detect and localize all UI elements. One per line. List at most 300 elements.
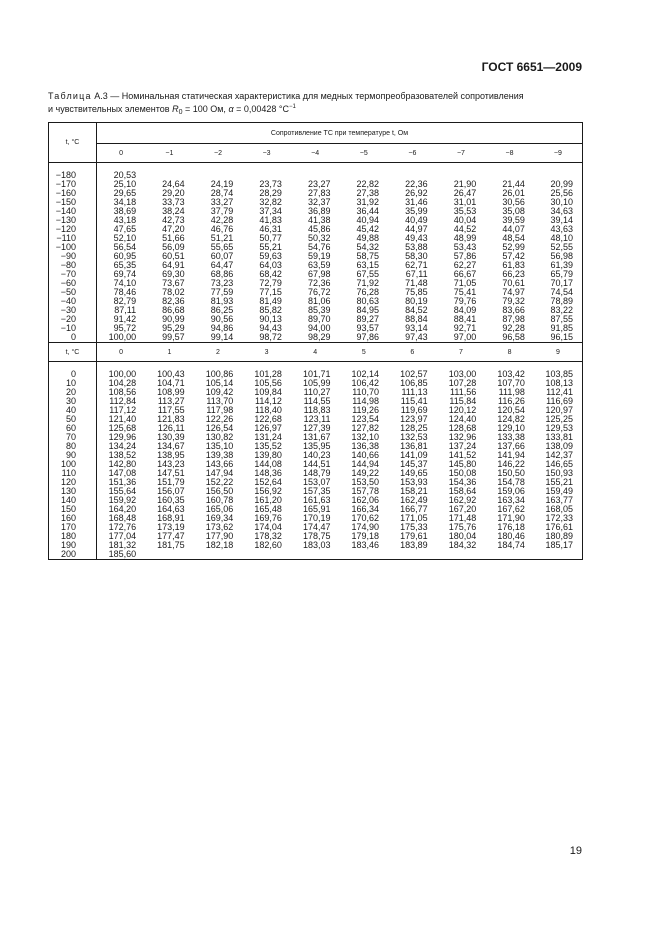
resistance-cell: 115,41 xyxy=(400,396,428,406)
resistance-cell: 150,93 xyxy=(534,469,583,478)
resistance-cell: 43,63 xyxy=(534,225,583,234)
resistance-cell: 151,79 xyxy=(157,477,185,487)
resistance-cell: 154,36 xyxy=(448,477,477,487)
resistance-cell: 180,46 xyxy=(497,531,525,541)
resistance-cell: 79,32 xyxy=(502,296,525,306)
table-caption xyxy=(48,91,588,118)
resistance-cell: 172,33 xyxy=(534,514,583,523)
resistance-cell: 41,83 xyxy=(259,215,282,225)
resistance-cell: 39,59 xyxy=(502,215,525,225)
table-row xyxy=(49,333,583,343)
resistance-cell: 149,65 xyxy=(400,468,428,478)
resistance-cell: 132,53 xyxy=(400,432,428,442)
resistance-cell: 171,05 xyxy=(400,513,428,523)
resistance-cell: 159,06 xyxy=(497,486,525,496)
resistance-cell: 155,21 xyxy=(534,478,583,487)
resistance-cell: 49,43 xyxy=(405,233,428,243)
resistance-cell: 69,74 xyxy=(113,269,137,279)
column-header: −3 xyxy=(242,144,291,163)
column-header-row xyxy=(49,144,583,163)
temperature-cell: 190 xyxy=(49,541,97,550)
resistance-cell: 145,80 xyxy=(448,459,477,469)
spacer-cell xyxy=(485,163,534,172)
resistance-cell: 56,54 xyxy=(113,242,137,252)
resistance-cell: 183,03 xyxy=(302,540,331,550)
resistance-cell: 165,06 xyxy=(205,504,234,514)
temperature-cell: 160 xyxy=(49,514,97,523)
resistance-cell: 100,43 xyxy=(157,369,185,379)
resistance-cell: 82,36 xyxy=(162,296,185,306)
resistance-cell: 61,39 xyxy=(534,261,583,270)
resistance-cell: 118,83 xyxy=(303,405,331,415)
resistance-cell: 166,77 xyxy=(400,504,428,514)
resistance-cell: 99,14 xyxy=(194,333,243,343)
resistance-cell: 171,48 xyxy=(448,513,477,523)
temperature-cell: −100 xyxy=(49,243,97,252)
resistance-cell: 28,29 xyxy=(259,188,282,198)
resistance-cell: 40,94 xyxy=(356,215,380,225)
temperature-cell: 0 xyxy=(49,370,97,379)
resistance-cell: 91,42 xyxy=(113,314,137,324)
resistance-cell: 156,07 xyxy=(157,486,185,496)
resistance-cell: 125,25 xyxy=(534,415,583,424)
resistance-cell: 70,17 xyxy=(534,279,583,288)
column-header: −6 xyxy=(388,144,437,163)
resistance-cell: 136,81 xyxy=(400,441,428,451)
resistance-cell: 163,34 xyxy=(497,495,525,505)
resistance-cell: 21,44 xyxy=(502,179,525,189)
resistance-table xyxy=(48,122,583,560)
resistance-cell: 94,00 xyxy=(307,323,331,333)
resistance-cell: 28,74 xyxy=(210,188,234,198)
spacer-cell xyxy=(534,163,583,172)
resistance-cell: 31,92 xyxy=(356,197,380,207)
resistance-cell: 133,81 xyxy=(534,433,583,442)
resistance-cell: 60,51 xyxy=(162,251,185,261)
resistance-cell: 117,98 xyxy=(206,405,234,415)
resistance-cell: 37,79 xyxy=(210,206,234,216)
resistance-cell: 84,95 xyxy=(356,305,380,315)
resistance-cell: 168,05 xyxy=(534,505,583,514)
column-header: −1 xyxy=(145,144,194,163)
resistance-cell: 173,19 xyxy=(157,522,185,532)
column-header: 6 xyxy=(388,343,437,362)
resistance-cell: 165,48 xyxy=(254,504,282,514)
resistance-cell: 26,92 xyxy=(405,188,428,198)
resistance-cell: 139,80 xyxy=(254,450,282,460)
resistance-cell: 138,95 xyxy=(157,450,185,460)
resistance-cell: 182,60 xyxy=(254,540,282,550)
resistance-cell: 52,55 xyxy=(534,243,583,252)
resistance-cell: 110,27 xyxy=(303,387,331,397)
resistance-cell: 36,89 xyxy=(307,206,331,216)
resistance-cell: 87,11 xyxy=(114,305,137,315)
resistance-cell: 48,54 xyxy=(502,233,525,243)
resistance-cell: 152,22 xyxy=(205,477,234,487)
resistance-cell: 153,50 xyxy=(351,477,380,487)
temperature-cell: 110 xyxy=(49,469,97,478)
resistance-cell: 135,95 xyxy=(302,441,331,451)
resistance-cell: 20,53 xyxy=(113,170,137,180)
resistance-cell: 135,10 xyxy=(205,441,234,451)
resistance-cell: 142,80 xyxy=(108,459,137,469)
resistance-cell: 133,38 xyxy=(497,432,525,442)
resistance-cell: 68,42 xyxy=(259,269,282,279)
resistance-cell: 20,99 xyxy=(534,180,583,189)
resistance-cell: 170,19 xyxy=(302,513,331,523)
resistance-cell: 164,63 xyxy=(157,504,185,514)
caption-line2-mid: = 100 Ом, xyxy=(182,104,229,114)
resistance-cell: 67,55 xyxy=(356,269,380,279)
spacer-cell xyxy=(242,163,291,172)
resistance-cell: 150,08 xyxy=(448,468,477,478)
resistance-cell: 71,48 xyxy=(405,278,428,288)
resistance-cell: 53,43 xyxy=(453,242,477,252)
resistance-cell: 103,00 xyxy=(448,369,477,379)
resistance-cell: 159,49 xyxy=(534,487,583,496)
spacer-cell xyxy=(437,163,486,172)
resistance-cell: 106,42 xyxy=(351,378,380,388)
resistance-cell: 162,06 xyxy=(351,495,380,505)
temperature-cell: 10 xyxy=(49,379,97,388)
spacer-cell xyxy=(145,163,194,172)
resistance-cell: 160,35 xyxy=(157,495,185,505)
resistance-cell: 145,37 xyxy=(400,459,428,469)
resistance-cell: 35,08 xyxy=(502,206,525,216)
resistance-cell: 96,15 xyxy=(534,333,583,343)
resistance-cell: 52,10 xyxy=(113,233,137,243)
resistance-cell: 74,54 xyxy=(534,288,583,297)
resistance-cell: 101,71 xyxy=(302,369,331,379)
group-header: Сопротивление ТС при температуре t, Ом xyxy=(97,123,583,144)
resistance-cell: 56,98 xyxy=(534,252,583,261)
resistance-cell: 78,02 xyxy=(162,287,185,297)
resistance-cell: 126,54 xyxy=(205,423,234,433)
resistance-cell: 137,66 xyxy=(497,441,525,451)
resistance-cell: 24,19 xyxy=(210,179,234,189)
table-header-row xyxy=(49,123,583,144)
resistance-cell: 128,68 xyxy=(448,423,477,433)
resistance-cell: 23,73 xyxy=(259,179,282,189)
resistance-cell: 152,64 xyxy=(254,477,282,487)
table-body xyxy=(49,123,583,560)
resistance-cell: 31,01 xyxy=(453,197,477,207)
resistance-cell: 166,34 xyxy=(351,504,380,514)
temperature-cell: −10 xyxy=(49,324,97,333)
resistance-cell: 43,18 xyxy=(113,215,137,225)
resistance-cell: 165,91 xyxy=(302,504,331,514)
resistance-cell: 120,54 xyxy=(497,405,525,415)
resistance-cell: 66,67 xyxy=(453,269,477,279)
resistance-cell: 88,84 xyxy=(405,314,428,324)
temperature-cell: 120 xyxy=(49,478,97,487)
resistance-cell: 73,23 xyxy=(210,278,234,288)
caption-line2-suffix: = 0,00428 °С xyxy=(233,104,289,114)
resistance-cell xyxy=(194,550,243,560)
resistance-cell: 156,92 xyxy=(254,486,282,496)
resistance-cell: 93,14 xyxy=(405,323,428,333)
resistance-cell: 119,69 xyxy=(400,405,428,415)
resistance-cell: 135,52 xyxy=(254,441,282,451)
temperature-cell: 200 xyxy=(49,550,97,560)
resistance-cell: 67,11 xyxy=(405,269,428,279)
resistance-cell: 40,04 xyxy=(453,215,477,225)
resistance-cell: 181,75 xyxy=(157,540,185,550)
resistance-cell: 56,09 xyxy=(162,242,185,252)
resistance-cell: 181,32 xyxy=(108,540,137,550)
resistance-cell: 112,41 xyxy=(534,388,583,397)
resistance-cell: 58,75 xyxy=(356,251,380,261)
table-label: Таблица xyxy=(48,91,92,101)
resistance-cell: 110,70 xyxy=(352,387,380,397)
resistance-cell: 167,20 xyxy=(448,504,477,514)
temperature-cell: 40 xyxy=(49,406,97,415)
resistance-cell: 92,28 xyxy=(502,323,525,333)
resistance-cell: 70,61 xyxy=(502,278,525,288)
temperature-cell: −70 xyxy=(49,270,97,279)
column-header: −8 xyxy=(485,144,534,163)
temperature-cell: −150 xyxy=(49,198,97,207)
resistance-cell: 146,22 xyxy=(497,459,525,469)
resistance-cell: 141,94 xyxy=(497,450,525,460)
table-row xyxy=(49,550,583,560)
resistance-cell: 173,62 xyxy=(205,522,234,532)
resistance-cell: 65,79 xyxy=(534,270,583,279)
resistance-cell: 147,94 xyxy=(205,468,234,478)
resistance-cell: 86,68 xyxy=(162,305,185,315)
resistance-cell: 114,12 xyxy=(255,396,282,406)
spacer-cell xyxy=(194,163,243,172)
column-header: 7 xyxy=(437,343,486,362)
resistance-cell: 113,70 xyxy=(206,396,234,406)
resistance-cell: 64,91 xyxy=(162,260,185,270)
resistance-cell: 22,36 xyxy=(405,179,428,189)
resistance-cell: 176,18 xyxy=(497,522,525,532)
resistance-cell: 102,14 xyxy=(351,369,380,379)
resistance-cell: 105,99 xyxy=(302,378,331,388)
resistance-cell: 81,49 xyxy=(259,296,282,306)
resistance-cell: 111,56 xyxy=(450,387,477,397)
column-header: −7 xyxy=(437,144,486,163)
resistance-cell: 31,46 xyxy=(405,197,428,207)
column-header: 5 xyxy=(339,343,388,362)
resistance-cell: 86,25 xyxy=(210,305,234,315)
resistance-cell: 185,60 xyxy=(97,550,146,560)
resistance-cell: 144,94 xyxy=(351,459,380,469)
resistance-cell: 89,27 xyxy=(356,314,380,324)
resistance-cell xyxy=(388,550,437,560)
resistance-cell: 157,35 xyxy=(302,486,331,496)
resistance-cell: 114,55 xyxy=(303,396,331,406)
resistance-cell: 140,23 xyxy=(302,450,331,460)
resistance-cell: 185,17 xyxy=(534,541,583,550)
resistance-cell: 71,05 xyxy=(453,278,477,288)
resistance-cell: 97,43 xyxy=(388,333,437,343)
column-header: −5 xyxy=(339,144,388,163)
resistance-cell: 100,00 xyxy=(108,369,137,379)
resistance-cell: 122,68 xyxy=(254,414,282,424)
temperature-cell: 50 xyxy=(49,415,97,424)
resistance-cell: 179,18 xyxy=(351,531,380,541)
resistance-cell: 126,97 xyxy=(254,423,282,433)
resistance-cell: 44,07 xyxy=(502,224,525,234)
resistance-cell: 121,83 xyxy=(157,414,185,424)
temperature-cell: 150 xyxy=(49,505,97,514)
resistance-cell: 94,86 xyxy=(210,323,234,333)
resistance-cell: 150,50 xyxy=(497,468,525,478)
temperature-cell: −170 xyxy=(49,180,97,189)
resistance-cell: 111,13 xyxy=(401,387,428,397)
resistance-cell: 160,78 xyxy=(205,495,234,505)
resistance-cell: 100,00 xyxy=(97,333,146,343)
table-id: А.3 xyxy=(94,91,108,101)
resistance-cell: 84,52 xyxy=(405,305,428,315)
resistance-cell: 123,11 xyxy=(303,414,331,424)
resistance-cell: 23,27 xyxy=(307,179,331,189)
resistance-cell: 174,47 xyxy=(302,522,331,532)
resistance-cell: 120,12 xyxy=(448,405,477,415)
spacer-cell xyxy=(339,163,388,172)
temperature-cell: −20 xyxy=(49,315,97,324)
resistance-cell: 35,53 xyxy=(453,206,477,216)
resistance-cell: 111,98 xyxy=(498,387,525,397)
resistance-cell: 184,74 xyxy=(497,540,525,550)
temperature-cell: 20 xyxy=(49,388,97,397)
resistance-cell: 156,50 xyxy=(205,486,234,496)
resistance-cell: 96,58 xyxy=(485,333,534,343)
temperature-cell: −40 xyxy=(49,297,97,306)
resistance-cell: 153,07 xyxy=(302,477,331,487)
resistance-cell: 35,99 xyxy=(405,206,428,216)
column-header: 3 xyxy=(242,343,291,362)
resistance-cell: 161,20 xyxy=(254,495,282,505)
resistance-cell: 148,36 xyxy=(254,468,282,478)
temperature-cell: 80 xyxy=(49,442,97,451)
resistance-cell: 25,10 xyxy=(113,179,137,189)
resistance-cell: 113,27 xyxy=(157,396,185,406)
resistance-cell: 75,41 xyxy=(453,287,477,297)
spacer-cell xyxy=(388,163,437,172)
resistance-cell: 81,06 xyxy=(307,296,331,306)
resistance-cell: 114,98 xyxy=(352,396,380,406)
resistance-cell: 48,10 xyxy=(534,234,583,243)
resistance-cell: 34,63 xyxy=(534,207,583,216)
resistance-cell: 33,73 xyxy=(162,197,185,207)
column-header: −4 xyxy=(291,144,340,163)
resistance-cell: 21,90 xyxy=(453,179,477,189)
resistance-cell: 46,76 xyxy=(210,224,234,234)
column-header: 1 xyxy=(145,343,194,362)
column-header: 0 xyxy=(97,144,146,163)
resistance-cell: 97,86 xyxy=(339,333,388,343)
resistance-cell: 162,49 xyxy=(400,495,428,505)
resistance-cell: 59,19 xyxy=(307,251,331,261)
resistance-cell: 89,70 xyxy=(307,314,331,324)
resistance-cell: 132,96 xyxy=(448,432,477,442)
resistance-cell: 29,20 xyxy=(162,188,185,198)
resistance-cell: 141,09 xyxy=(400,450,428,460)
resistance-cell: 37,34 xyxy=(259,206,282,216)
resistance-cell: 127,82 xyxy=(351,423,380,433)
resistance-cell: 141,52 xyxy=(448,450,477,460)
resistance-cell: 182,18 xyxy=(205,540,234,550)
resistance-cell: 99,57 xyxy=(145,333,194,343)
resistance-cell: 104,28 xyxy=(108,378,137,388)
resistance-cell: 62,71 xyxy=(405,260,428,270)
resistance-cell: 177,04 xyxy=(108,531,137,541)
column-header: 4 xyxy=(291,343,340,362)
resistance-cell: 147,51 xyxy=(157,468,185,478)
resistance-cell: 138,52 xyxy=(108,450,137,460)
resistance-cell: 59,63 xyxy=(259,251,282,261)
resistance-cell: 158,21 xyxy=(400,486,428,496)
resistance-cell: 78,89 xyxy=(534,297,583,306)
temperature-cell: −60 xyxy=(49,279,97,288)
resistance-cell: 53,88 xyxy=(405,242,428,252)
resistance-cell: 50,77 xyxy=(259,233,282,243)
resistance-cell: 63,15 xyxy=(356,260,380,270)
temperature-cell: −50 xyxy=(49,288,97,297)
resistance-cell: 30,56 xyxy=(502,197,525,207)
resistance-cell xyxy=(242,550,291,560)
column-header-t: t, °С xyxy=(49,343,97,362)
resistance-cell: 112,84 xyxy=(109,396,137,406)
resistance-cell: 118,40 xyxy=(255,405,282,415)
resistance-cell: 91,85 xyxy=(534,324,583,333)
resistance-cell: 127,39 xyxy=(302,423,331,433)
resistance-cell: 90,56 xyxy=(210,314,234,324)
resistance-cell: 58,30 xyxy=(405,251,428,261)
temperature-cell: −30 xyxy=(49,306,97,315)
resistance-cell: 98,29 xyxy=(291,333,340,343)
resistance-cell: 129,10 xyxy=(497,423,525,433)
t-header: t, °С xyxy=(49,123,97,163)
resistance-cell: 74,10 xyxy=(113,278,137,288)
resistance-cell: 143,23 xyxy=(157,459,185,469)
resistance-cell: 42,73 xyxy=(162,215,185,225)
resistance-cell: 183,89 xyxy=(400,540,428,550)
resistance-cell: 170,62 xyxy=(351,513,380,523)
resistance-cell: 130,39 xyxy=(157,432,185,442)
resistance-cell: 39,14 xyxy=(534,216,583,225)
resistance-cell: 117,12 xyxy=(109,405,137,415)
resistance-cell: 123,97 xyxy=(400,414,428,424)
resistance-cell: 54,32 xyxy=(356,242,380,252)
resistance-cell: 168,91 xyxy=(157,513,185,523)
resistance-cell: 63,59 xyxy=(307,260,331,270)
resistance-cell: 161,63 xyxy=(302,495,331,505)
resistance-cell: 120,97 xyxy=(534,406,583,415)
temperature-cell: 100 xyxy=(49,460,97,469)
column-header: 9 xyxy=(534,343,583,362)
resistance-cell: 68,86 xyxy=(210,269,234,279)
resistance-cell: 51,21 xyxy=(210,233,234,243)
page-number: 19 xyxy=(569,845,582,857)
temperature-cell: 60 xyxy=(49,424,97,433)
resistance-cell: 105,56 xyxy=(254,378,282,388)
resistance-cell: 180,89 xyxy=(534,532,583,541)
resistance-cell: 92,71 xyxy=(453,323,477,333)
resistance-cell: 177,90 xyxy=(205,531,234,541)
temperature-cell: −180 xyxy=(49,171,97,180)
resistance-cell: 87,55 xyxy=(534,315,583,324)
resistance-cell xyxy=(534,550,583,560)
resistance-cell: 121,40 xyxy=(108,414,137,424)
resistance-cell xyxy=(145,550,194,560)
alpha-symbol: α xyxy=(228,104,234,114)
resistance-cell: 142,37 xyxy=(534,451,583,460)
resistance-cell: 178,75 xyxy=(302,531,331,541)
